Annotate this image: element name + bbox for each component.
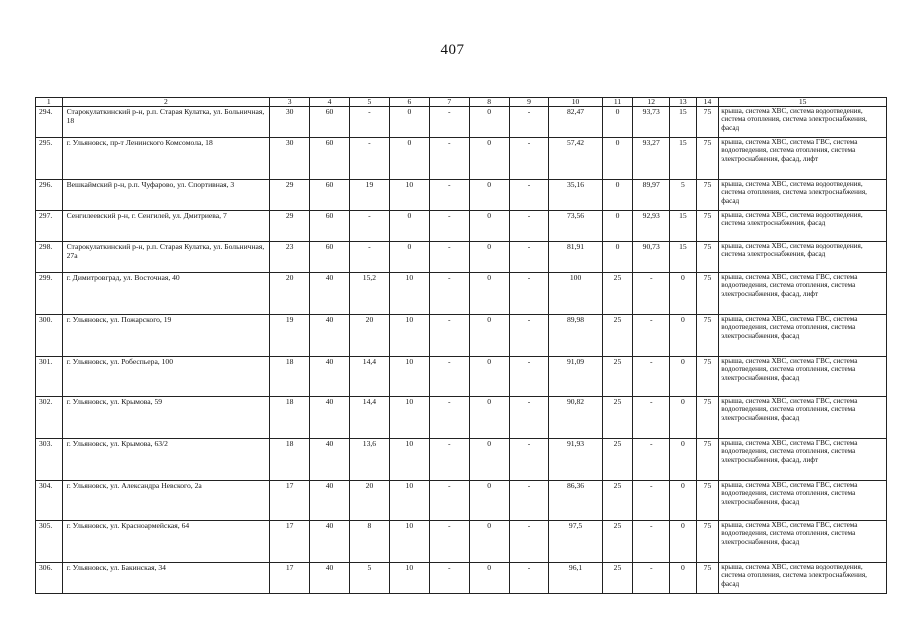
value-cell: 15,2 xyxy=(350,273,390,315)
value-cell: - xyxy=(633,315,670,357)
value-cell: 13,6 xyxy=(350,439,390,481)
value-cell: - xyxy=(429,138,469,180)
value-cell: - xyxy=(429,397,469,439)
value-cell: 86,36 xyxy=(549,481,602,521)
value-cell: 14,4 xyxy=(350,397,390,439)
value-cell: 8 xyxy=(350,521,390,563)
value-cell: 25 xyxy=(602,481,633,521)
value-cell: 0 xyxy=(670,315,697,357)
value-cell: 0 xyxy=(469,273,509,315)
value-cell: 75 xyxy=(696,357,719,397)
column-header: 11 xyxy=(602,98,633,107)
value-cell: - xyxy=(509,357,549,397)
value-cell: 25 xyxy=(602,563,633,594)
value-cell: 17 xyxy=(270,563,310,594)
table-row xyxy=(36,211,887,242)
value-cell: - xyxy=(429,481,469,521)
value-cell: - xyxy=(350,211,390,242)
column-header: 12 xyxy=(633,98,670,107)
value-cell: - xyxy=(509,138,549,180)
table-row xyxy=(36,107,887,138)
value-cell: 90,82 xyxy=(549,397,602,439)
value-cell: 17 xyxy=(270,521,310,563)
building-address: г. Ульяновск, ул. Крымова, 59 xyxy=(62,397,270,439)
value-cell: 5 xyxy=(350,563,390,594)
repair-works: крыша, система ХВС, система ГВС, система водоотведения, система отопления, система электроснабжения, фасад, лифт xyxy=(719,138,887,180)
value-cell: 15 xyxy=(670,107,697,138)
value-cell: 18 xyxy=(270,439,310,481)
value-cell: - xyxy=(509,397,549,439)
value-cell: - xyxy=(633,521,670,563)
value-cell: 10 xyxy=(389,521,429,563)
repair-works: крыша, система ХВС, система ГВС, система водоотведения, система отопления, система электроснабжения, фасад xyxy=(719,315,887,357)
value-cell: 0 xyxy=(469,357,509,397)
value-cell: 40 xyxy=(310,563,350,594)
value-cell: 30 xyxy=(270,107,310,138)
value-cell: 0 xyxy=(469,107,509,138)
row-number: 304. xyxy=(36,481,63,521)
value-cell: 82,47 xyxy=(549,107,602,138)
repair-works: крыша, система ХВС, система водоотведения, система электроснабжения, фасад xyxy=(719,211,887,242)
value-cell: 0 xyxy=(469,563,509,594)
value-cell: 0 xyxy=(469,138,509,180)
value-cell: 0 xyxy=(602,211,633,242)
row-number: 298. xyxy=(36,242,63,273)
value-cell: 75 xyxy=(696,315,719,357)
value-cell: 20 xyxy=(350,481,390,521)
repair-works: крыша, система ХВС, система водоотведения, система электроснабжения, фасад xyxy=(719,242,887,273)
value-cell: 97,5 xyxy=(549,521,602,563)
value-cell: 0 xyxy=(389,242,429,273)
value-cell: 19 xyxy=(350,180,390,211)
value-cell: - xyxy=(509,242,549,273)
column-number-row xyxy=(36,98,887,107)
value-cell: - xyxy=(509,107,549,138)
value-cell: 15 xyxy=(670,211,697,242)
column-header: 4 xyxy=(310,98,350,107)
page-number: 407 xyxy=(440,42,465,58)
value-cell: 40 xyxy=(310,439,350,481)
column-header: 8 xyxy=(469,98,509,107)
value-cell: 20 xyxy=(350,315,390,357)
value-cell: - xyxy=(350,107,390,138)
value-cell: 0 xyxy=(469,315,509,357)
value-cell: - xyxy=(429,180,469,211)
value-cell: 75 xyxy=(696,107,719,138)
value-cell: 75 xyxy=(696,397,719,439)
value-cell: - xyxy=(633,439,670,481)
value-cell: 15 xyxy=(670,242,697,273)
value-cell: - xyxy=(509,273,549,315)
column-header: 1 xyxy=(36,98,63,107)
table-row xyxy=(36,315,887,357)
value-cell: - xyxy=(350,242,390,273)
value-cell: 91,93 xyxy=(549,439,602,481)
value-cell: 92,93 xyxy=(633,211,670,242)
value-cell: 40 xyxy=(310,357,350,397)
column-header: 10 xyxy=(549,98,602,107)
value-cell: 0 xyxy=(389,107,429,138)
value-cell: 29 xyxy=(270,211,310,242)
value-cell: - xyxy=(509,439,549,481)
value-cell: 25 xyxy=(602,397,633,439)
value-cell: 20 xyxy=(270,273,310,315)
table-row xyxy=(36,563,887,594)
value-cell: 89,98 xyxy=(549,315,602,357)
column-header: 6 xyxy=(389,98,429,107)
value-cell: 10 xyxy=(389,397,429,439)
building-address: г. Ульяновск, ул. Красноармейская, 64 xyxy=(62,521,270,563)
value-cell: - xyxy=(509,521,549,563)
building-address: г. Ульяновск, ул. Пожарского, 19 xyxy=(62,315,270,357)
repair-works: крыша, система ХВС, система ГВС, система водоотведения, система отопления, система электроснабжения, фасад xyxy=(719,481,887,521)
row-number: 299. xyxy=(36,273,63,315)
row-number: 301. xyxy=(36,357,63,397)
value-cell: 0 xyxy=(670,273,697,315)
value-cell: 89,97 xyxy=(633,180,670,211)
row-number: 295. xyxy=(36,138,63,180)
column-header: 5 xyxy=(350,98,390,107)
value-cell: 90,73 xyxy=(633,242,670,273)
table-row xyxy=(36,242,887,273)
value-cell: 60 xyxy=(310,180,350,211)
table-row xyxy=(36,481,887,521)
value-cell: 10 xyxy=(389,180,429,211)
row-number: 296. xyxy=(36,180,63,211)
value-cell: 0 xyxy=(602,107,633,138)
value-cell: - xyxy=(429,107,469,138)
building-address: Вешкаймский р-н, р.п. Чуфарово, ул. Спортивная, 3 xyxy=(62,180,270,211)
value-cell: 10 xyxy=(389,357,429,397)
column-header: 9 xyxy=(509,98,549,107)
building-address: г. Ульяновск, ул. Крымова, 63/2 xyxy=(62,439,270,481)
value-cell: 96,1 xyxy=(549,563,602,594)
row-number: 297. xyxy=(36,211,63,242)
value-cell: 30 xyxy=(270,138,310,180)
value-cell: 0 xyxy=(469,397,509,439)
value-cell: 29 xyxy=(270,180,310,211)
value-cell: 0 xyxy=(469,521,509,563)
value-cell: 10 xyxy=(389,273,429,315)
row-number: 305. xyxy=(36,521,63,563)
value-cell: 18 xyxy=(270,357,310,397)
value-cell: 75 xyxy=(696,481,719,521)
value-cell: 0 xyxy=(602,180,633,211)
repair-works: крыша, система ХВС, система ГВС, система водоотведения, система отопления, система электроснабжения, фасад xyxy=(719,521,887,563)
column-header: 7 xyxy=(429,98,469,107)
value-cell: 75 xyxy=(696,521,719,563)
value-cell: 0 xyxy=(670,521,697,563)
value-cell: - xyxy=(633,357,670,397)
value-cell: 0 xyxy=(670,439,697,481)
value-cell: - xyxy=(509,563,549,594)
value-cell: - xyxy=(429,439,469,481)
building-address: Сенгилеевский р-н, г. Сенгилей, ул. Дмитриева, 7 xyxy=(62,211,270,242)
repair-works: крыша, система ХВС, система ГВС, система водоотведения, система отопления, система электроснабжения, фасад xyxy=(719,357,887,397)
repair-works: крыша, система ХВС, система водоотведения, система отопления, система электроснабжения, фасад xyxy=(719,180,887,211)
value-cell: - xyxy=(429,242,469,273)
table-row xyxy=(36,138,887,180)
table-row xyxy=(36,357,887,397)
value-cell: 0 xyxy=(469,439,509,481)
value-cell: 75 xyxy=(696,180,719,211)
value-cell: 0 xyxy=(469,211,509,242)
value-cell: - xyxy=(633,481,670,521)
building-address: г. Ульяновск, ул. Александра Невского, 2а xyxy=(62,481,270,521)
value-cell: - xyxy=(350,138,390,180)
value-cell: 100 xyxy=(549,273,602,315)
value-cell: - xyxy=(509,315,549,357)
value-cell: - xyxy=(633,273,670,315)
value-cell: - xyxy=(509,180,549,211)
value-cell: 75 xyxy=(696,138,719,180)
value-cell: 0 xyxy=(670,397,697,439)
value-cell: 0 xyxy=(389,138,429,180)
value-cell: 73,56 xyxy=(549,211,602,242)
value-cell: 0 xyxy=(469,481,509,521)
building-address: г. Димитровград, ул. Восточная, 40 xyxy=(62,273,270,315)
value-cell: 0 xyxy=(602,138,633,180)
repair-works: крыша, система ХВС, система ГВС, система водоотведения, система отопления, система электроснабжения, фасад xyxy=(719,397,887,439)
value-cell: 81,91 xyxy=(549,242,602,273)
repair-works: крыша, система ХВС, система водоотведения, система отопления, система электроснабжения, фасад xyxy=(719,563,887,594)
value-cell: 60 xyxy=(310,107,350,138)
value-cell: 25 xyxy=(602,357,633,397)
value-cell: - xyxy=(429,521,469,563)
value-cell: 10 xyxy=(389,563,429,594)
row-number: 300. xyxy=(36,315,63,357)
value-cell: 25 xyxy=(602,315,633,357)
column-header: 2 xyxy=(62,98,270,107)
row-number: 303. xyxy=(36,439,63,481)
value-cell: 0 xyxy=(670,481,697,521)
value-cell: 14,4 xyxy=(350,357,390,397)
value-cell: 75 xyxy=(696,563,719,594)
value-cell: 75 xyxy=(696,211,719,242)
value-cell: 0 xyxy=(670,357,697,397)
value-cell: 0 xyxy=(670,563,697,594)
value-cell: 40 xyxy=(310,273,350,315)
value-cell: 5 xyxy=(670,180,697,211)
value-cell: 60 xyxy=(310,211,350,242)
building-address: г. Ульяновск, ул. Робеспьера, 100 xyxy=(62,357,270,397)
value-cell: 10 xyxy=(389,315,429,357)
building-address: г. Ульяновск, ул. Бакинская, 34 xyxy=(62,563,270,594)
value-cell: 10 xyxy=(389,481,429,521)
value-cell: 0 xyxy=(469,180,509,211)
repair-register-table xyxy=(35,97,887,594)
value-cell: 23 xyxy=(270,242,310,273)
table-row xyxy=(36,180,887,211)
value-cell: - xyxy=(633,397,670,439)
row-number: 302. xyxy=(36,397,63,439)
row-number: 294. xyxy=(36,107,63,138)
value-cell: 40 xyxy=(310,397,350,439)
value-cell: 19 xyxy=(270,315,310,357)
value-cell: 75 xyxy=(696,273,719,315)
value-cell: 10 xyxy=(389,439,429,481)
value-cell: 60 xyxy=(310,242,350,273)
value-cell: 17 xyxy=(270,481,310,521)
column-header: 13 xyxy=(670,98,697,107)
value-cell: 57,42 xyxy=(549,138,602,180)
value-cell: 25 xyxy=(602,273,633,315)
table-row xyxy=(36,439,887,481)
value-cell: 93,27 xyxy=(633,138,670,180)
value-cell: 0 xyxy=(602,242,633,273)
table-row xyxy=(36,273,887,315)
value-cell: 25 xyxy=(602,439,633,481)
value-cell: 25 xyxy=(602,521,633,563)
value-cell: 40 xyxy=(310,481,350,521)
building-address: Старокулаткинский р-н, р.п. Старая Кулатка, ул. Больничная, 27а xyxy=(62,242,270,273)
value-cell: 40 xyxy=(310,521,350,563)
value-cell: - xyxy=(509,481,549,521)
column-header: 15 xyxy=(719,98,887,107)
value-cell: - xyxy=(429,273,469,315)
row-number: 306. xyxy=(36,563,63,594)
table-row xyxy=(36,521,887,563)
value-cell: 35,16 xyxy=(549,180,602,211)
value-cell: 0 xyxy=(389,211,429,242)
building-address: Старокулаткинский р-н, р.п. Старая Кулатка, ул. Больничная, 18 xyxy=(62,107,270,138)
value-cell: 18 xyxy=(270,397,310,439)
repair-works: крыша, система ХВС, система водоотведения, система отопления, система электроснабжения, фасад xyxy=(719,107,887,138)
value-cell: - xyxy=(509,211,549,242)
value-cell: - xyxy=(429,563,469,594)
value-cell: 0 xyxy=(469,242,509,273)
column-header: 3 xyxy=(270,98,310,107)
repair-works: крыша, система ХВС, система ГВС, система водоотведения, система отопления, система электроснабжения, фасад, лифт xyxy=(719,439,887,481)
value-cell: - xyxy=(429,211,469,242)
column-header: 14 xyxy=(696,98,719,107)
value-cell: 75 xyxy=(696,242,719,273)
building-address: г. Ульяновск, пр-т Ленинского Комсомола, 18 xyxy=(62,138,270,180)
value-cell: 75 xyxy=(696,439,719,481)
value-cell: 15 xyxy=(670,138,697,180)
value-cell: 93,73 xyxy=(633,107,670,138)
value-cell: - xyxy=(429,357,469,397)
table-row xyxy=(36,397,887,439)
value-cell: - xyxy=(633,563,670,594)
value-cell: 40 xyxy=(310,315,350,357)
value-cell: 91,09 xyxy=(549,357,602,397)
repair-works: крыша, система ХВС, система ГВС, система водоотведения, система отопления, система электроснабжения, фасад, лифт xyxy=(719,273,887,315)
value-cell: 60 xyxy=(310,138,350,180)
value-cell: - xyxy=(429,315,469,357)
